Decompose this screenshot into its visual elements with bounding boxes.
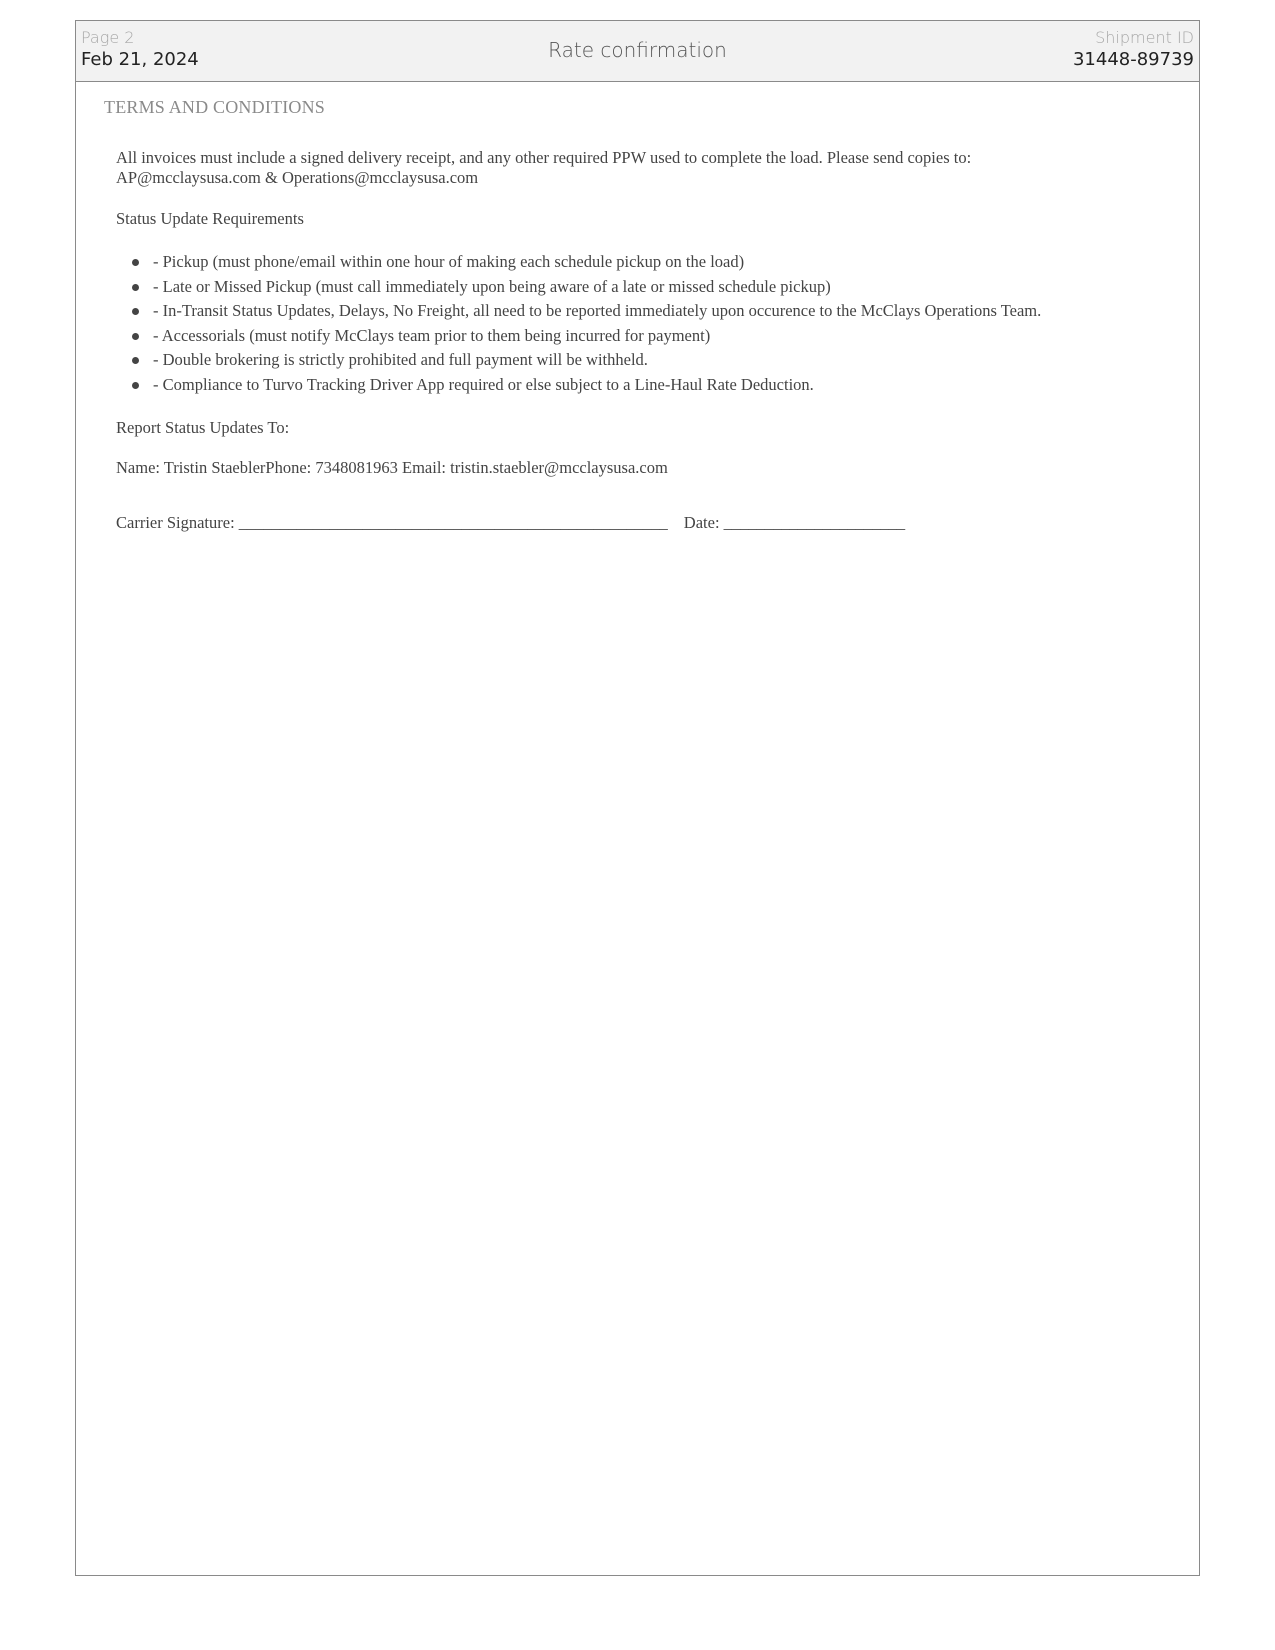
document-date: Feb 21, 2024 — [81, 49, 199, 70]
requirement-text: - Late or Missed Pickup (must call immediately upon being aware of a late or missed schedule pickup) — [153, 276, 831, 296]
invoice-line-2: AP@mcclaysusa.com & Operations@mcclaysusa.com — [116, 168, 479, 187]
report-status-heading: Report Status Updates To: — [116, 418, 290, 437]
page-number-label: Page 2 — [81, 28, 135, 47]
requirement-text: - Accessorials (must notify McClays team prior to them being incurred for payment) — [153, 325, 711, 345]
list-item — [116, 275, 1186, 300]
signature-date-field[interactable]: Date: ______________________ — [683, 513, 906, 532]
requirement-text: - Pickup (must phone/email within one hour of making each schedule pickup on the load) — [153, 252, 745, 271]
carrier-signature-field[interactable]: Carrier Signature: ____________________________________________________ — [116, 513, 668, 532]
requirements-list — [116, 250, 1186, 397]
terms-content — [116, 148, 1186, 533]
invoice-line-1: All invoices must include a signed delivery receipt, and any other required PPW used to complete the load. Please send copies to: — [116, 148, 972, 167]
requirement-text: - Compliance to Turvo Tracking Driver App required or else subject to a Line-Haul Rate Deduction. — [153, 374, 814, 394]
requirement-text: - Double brokering is strictly prohibited and full payment will be withheld. — [153, 350, 648, 369]
list-item — [116, 250, 1186, 275]
shipment-id-value: 31448-89739 — [1072, 49, 1194, 70]
status-requirements-heading: Status Update Requirements — [116, 209, 304, 228]
bullet-icon — [132, 259, 139, 266]
signature-block — [116, 513, 1186, 533]
bullet-icon — [132, 333, 139, 340]
bullet-icon — [132, 284, 139, 291]
contact-info: Name: Tristin StaeblerPhone: 7348081963 Email: tristin.staebler@mcclaysusa.com — [116, 458, 668, 477]
page-frame — [75, 20, 1200, 1576]
list-item — [116, 348, 1186, 373]
list-item — [116, 299, 1186, 324]
page-header — [76, 21, 1199, 82]
bullet-icon — [132, 382, 139, 389]
document-title: Rate confirmation — [548, 38, 727, 62]
shipment-id-label: Shipment ID — [1095, 28, 1194, 47]
bullet-icon — [132, 308, 139, 315]
list-item — [116, 324, 1186, 349]
invoice-instructions — [116, 148, 1186, 188]
list-item — [116, 373, 1186, 398]
header-right — [1073, 28, 1194, 72]
bullet-icon — [132, 357, 139, 364]
requirement-text: - In-Transit Status Updates, Delays, No Freight, all need to be reported immediately upon occurence to the McClays Operations Team. — [153, 301, 1042, 320]
terms-heading: TERMS AND CONDITIONS — [104, 97, 326, 117]
